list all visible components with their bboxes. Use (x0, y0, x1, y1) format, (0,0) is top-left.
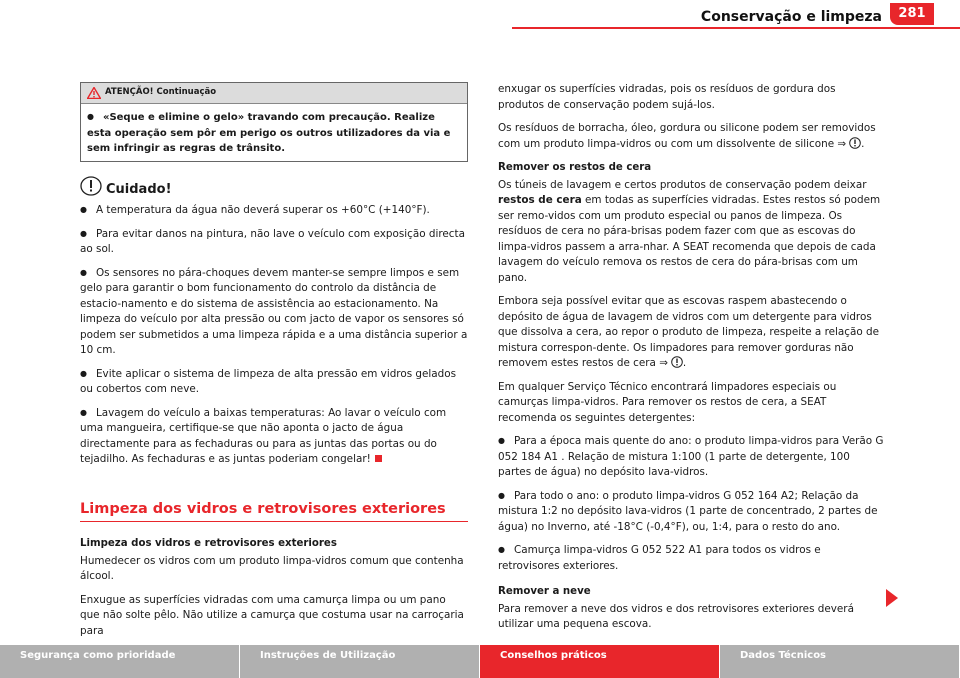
section-title: Limpeza dos vidros e retrovisores exteriores (80, 502, 468, 523)
warning-heading (81, 83, 467, 104)
right-column (498, 82, 884, 641)
section-subheading: Limpeza dos vidros e retrovisores exteriores (80, 538, 337, 549)
footer-nav (0, 645, 960, 678)
caution-item: ● A temperatura da água não deverá superar os +60°C (+140°F). (80, 203, 468, 219)
next-page-arrow-icon[interactable] (886, 589, 898, 607)
tab-conselhos[interactable]: Conselhos práticos (480, 645, 720, 678)
tab-instrucoes[interactable]: Instruções de Utilização (240, 645, 480, 678)
caution-item: ● Evite aplicar o sistema de limpeza de alta pressão em vidros gelados ou cobertos com neve. (80, 367, 468, 398)
detergent-item: ● Para todo o ano: o produto limpa-vidros G 052 164 A2; Relação da mistura 1:2 no depósito lava-vidros (1 parte de concentrado, 2 partes de água) no Inverno, até -18°C (-0,4°F), ou, 1:4, para o resto do ano. (498, 489, 884, 536)
wax-highlight: restos de cera (498, 194, 582, 206)
caution-item: ● Para evitar danos na pintura, não lave o veículo com exposição directa ao sol. (80, 227, 468, 258)
wax-text-a: Os túneis de lavagem e certos produtos de conservação podem deixar (498, 178, 867, 191)
caution-item-last (80, 406, 468, 468)
end-mark (375, 455, 382, 462)
warning-heading-text: ATENÇÃO! Continuação (105, 87, 217, 98)
wax-text-b: em todas as superfícies vidradas. Estes restos só podem ser remo-vidos com um produto especial ou panos de limpeza. Os resíduos de cera no pára-brisas podem fazer com que as escovas do limpa-vidros passem a arra-nhar. A SEAT recomenda que depois de cada lavagem do veículo remova os restos de cera do pára-brisas com um pano. (498, 194, 881, 284)
paragraph-text: Os resíduos de borracha, óleo, gordura ou silicone podem ser removidos com um produto limpa-vidros ou com um dissolvente de silicone ⇒ (498, 122, 876, 150)
wax-paragraph-2: Embora seja possível evitar que as escovas raspem abastecendo o depósito de água de lavagem de vidros com um detergente para vidros que dissolva a cera, ao repor o produto de limpeza, respeite a relação de mistura correspon-dente. Os limpadores para remover gorduras não removem estes restos de cera ⇒ . (498, 295, 880, 369)
page-header (0, 0, 960, 30)
warning-triangle-icon (87, 87, 101, 99)
caution-item: ● Os sensores no pára-choques devem manter-se sempre limpos e sem gelo para garantir o bom funcionamento do controlo da distância de estacio-namento e do sistema de assistência ao estacionamento. Na limpeza do veículo por alta pressão ou com jacto de vapor os sensores só podem ser submetidos a uma limpeza rápida e a uma distância superior a 10 cm. (80, 266, 468, 359)
caution-title: Cuidado! (106, 181, 172, 197)
wax-paragraph (498, 178, 884, 287)
section-paragraph: Humedecer os vidros com um produto limpa-vidros comum que contenha álcool. (80, 554, 464, 582)
snow-heading: Remover a neve (498, 586, 591, 597)
detergent-item: ● Camurça limpa-vidros G 052 522 A1 para todos os vidros e retrovisores exteriores. (498, 543, 884, 574)
caution-icon (80, 176, 102, 196)
warning-text: ● «Seque e elimine o gelo» travando com precaução. Realize esta operação sem pôr em perigo os outros utilizadores da via e sem infringir as regras de trânsito. (81, 104, 467, 161)
wax-heading: Remover os restos de cera (498, 162, 652, 173)
snow-paragraph: Para remover a neve dos vidros e dos retrovisores exteriores deverá utilizar uma pequena escova. (498, 602, 854, 630)
chapter-title: Conservação e limpeza (700, 9, 882, 25)
wax-text-2: Embora seja possível evitar que as escovas raspem abastecendo o depósito de água de lavagem de vidros com um detergente para vidros que dissolva a cera, ao repor o produto de limpeza, respeite a relação de mistura correspon-dente. Os limpadores para remover gorduras não removem estes restos de cera ⇒ (498, 295, 880, 369)
paragraph: enxugar os superfícies vidradas, pois os resíduos de gordura dos produtos de conservação podem sujá-los. (498, 83, 836, 111)
wax-paragraph-3: Em qualquer Serviço Técnico encontrará limpadores especiais ou camurças limpa-vidros. Para remover os restos de cera, a SEAT recomenda os seguintes detergentes: (498, 380, 837, 424)
caution-ref-icon[interactable] (671, 356, 683, 368)
tab-dados-tecnicos[interactable]: Dados Técnicos (720, 645, 960, 678)
caution-item-text: ● Lavagem do veículo a baixas temperaturas: Ao lavar o veículo com uma mangueira, certifique-se que não aponta o jacto de água directamente para as fechaduras ou para as juntas das portas ou do tejadilho. As fechaduras e as juntas poderiam congelar! (80, 407, 446, 466)
paragraph-silicone: Os resíduos de borracha, óleo, gordura ou silicone podem ser removidos com um produto limpa-vidros ou com um dissolvente de silicone ⇒ . (498, 122, 876, 150)
caution-heading (80, 176, 468, 198)
tab-seguranca[interactable]: Segurança como prioridade (0, 645, 240, 678)
left-column (80, 82, 468, 647)
detergent-item: ● Para a época mais quente do ano: o produto limpa-vidros para Verão G 052 184 A1 . Relação de mistura 1:100 (1 parte de detergente, 100 partes de água) no depósito lava-vidros. (498, 434, 884, 481)
warning-box (80, 82, 468, 162)
page-number: 281 (890, 3, 934, 25)
caution-ref-icon[interactable] (849, 137, 861, 149)
section-paragraph: Enxugue as superfícies vidradas com uma camurça limpa ou um pano que não solte pêlo. Não utilize a camurça que costuma usar na carroçaria para (80, 593, 464, 637)
header-rule (512, 27, 960, 29)
